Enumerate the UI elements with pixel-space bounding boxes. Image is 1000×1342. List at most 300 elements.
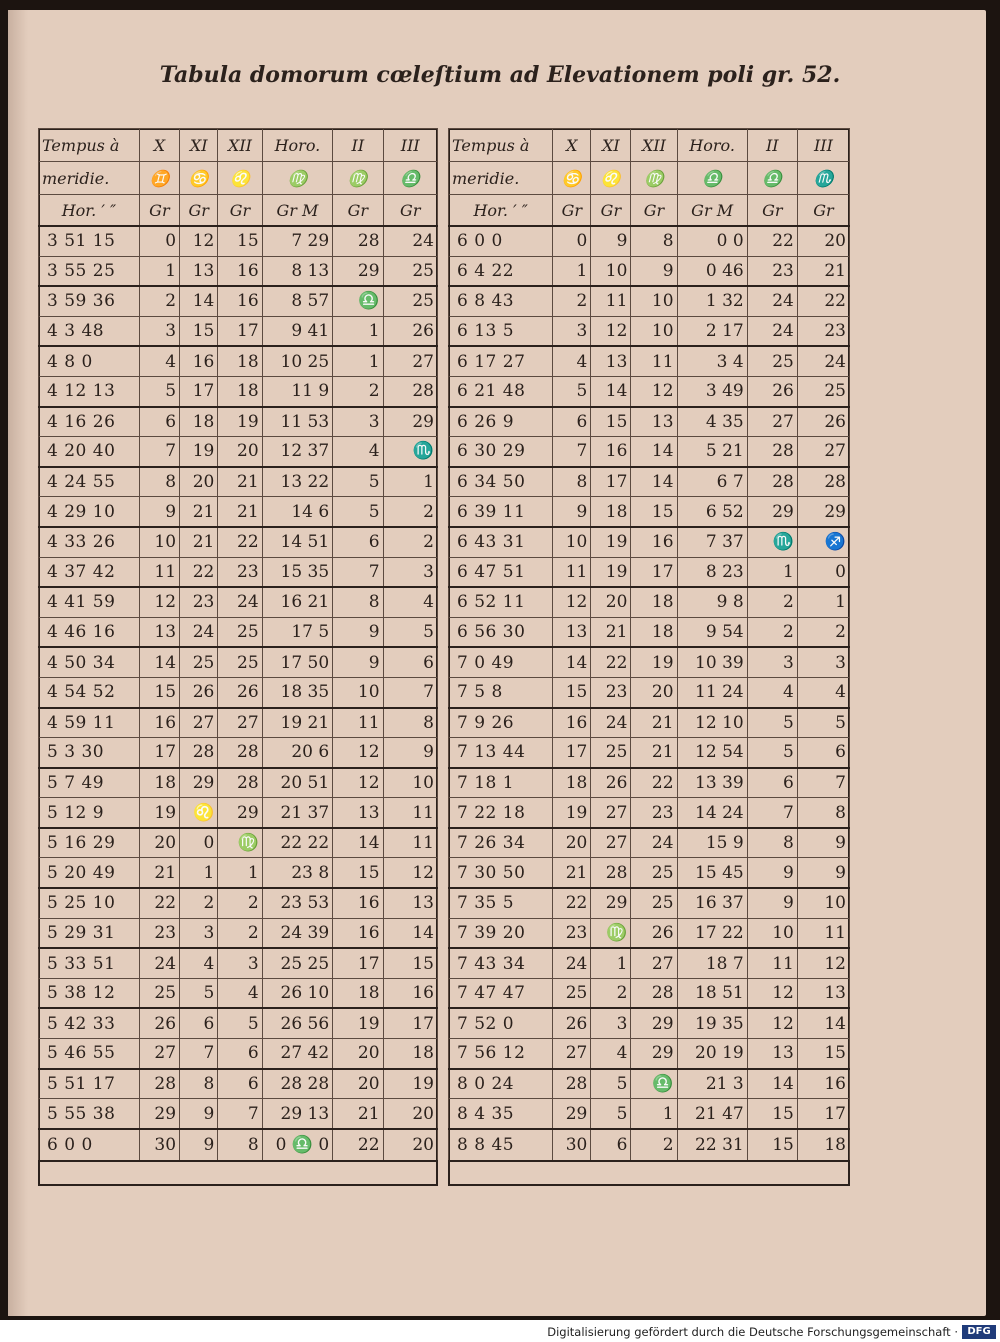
header-row-houses	[39, 129, 438, 162]
degree-cell: 28	[747, 437, 797, 467]
degree-cell: 2	[383, 497, 437, 527]
unit-label: Gr	[383, 195, 437, 227]
degree-cell: 24	[747, 286, 797, 316]
zodiac-sign-icon: ♏	[797, 162, 849, 195]
degree-cell: 26	[180, 677, 218, 707]
degree-cell: 23 8	[262, 858, 333, 888]
degree-cell: 19	[591, 557, 631, 587]
table-row	[449, 647, 850, 677]
time-cell: 7 13 44	[449, 738, 553, 768]
degree-cell: 1	[333, 316, 383, 346]
degree-cell: 29	[139, 1099, 179, 1129]
degree-cell: 9	[333, 617, 383, 647]
degree-cell: 28	[747, 467, 797, 497]
table-row	[449, 557, 850, 587]
degree-cell: 5	[383, 617, 437, 647]
time-cell: 7 52 0	[449, 1008, 553, 1038]
degree-cell: 16	[383, 978, 437, 1008]
degree-cell: 6 7	[677, 467, 747, 497]
degree-cell: 4	[180, 948, 218, 978]
degree-cell: 3	[591, 1008, 631, 1038]
degree-cell: 9	[591, 226, 631, 256]
time-cell: 4 37 42	[39, 557, 140, 587]
degree-cell: 3	[553, 316, 591, 346]
degree-cell: 14 6	[262, 497, 333, 527]
degree-cell: 4	[797, 677, 849, 707]
degree-cell: 25	[631, 888, 677, 918]
table-row	[449, 1008, 850, 1038]
degree-cell: 12	[747, 1008, 797, 1038]
degree-cell: 26	[553, 1008, 591, 1038]
degree-cell: 15	[383, 948, 437, 978]
degree-cell: 0 ♎ 0	[262, 1129, 333, 1161]
degree-cell: 25	[139, 978, 179, 1008]
degree-cell: 19 35	[677, 1008, 747, 1038]
degree-cell: 15	[797, 1039, 849, 1069]
degree-cell: 9 54	[677, 617, 747, 647]
time-cell: 8 4 35	[449, 1099, 553, 1129]
degree-cell: 2	[139, 286, 179, 316]
house-table-left	[38, 128, 438, 1162]
meridie-label: meridie.	[39, 162, 140, 195]
degree-cell: 25	[218, 647, 262, 677]
degree-cell: 7	[383, 677, 437, 707]
degree-cell: 27	[591, 798, 631, 828]
degree-cell: 17 22	[677, 918, 747, 948]
time-cell: 6 26 9	[449, 407, 553, 437]
table-row	[39, 316, 438, 346]
degree-cell: 6	[180, 1008, 218, 1038]
degree-cell: 21	[333, 1099, 383, 1129]
degree-cell: 0 46	[677, 256, 747, 286]
degree-cell: 12	[333, 738, 383, 768]
time-cell: 6 13 5	[449, 316, 553, 346]
degree-cell: 0	[553, 226, 591, 256]
degree-cell: 7 37	[677, 527, 747, 557]
degree-cell: 4	[591, 1039, 631, 1069]
degree-cell: 11	[383, 798, 437, 828]
degree-cell: 16	[218, 256, 262, 286]
degree-cell: 6	[553, 407, 591, 437]
degree-cell: 28	[591, 858, 631, 888]
table-row	[39, 286, 438, 316]
degree-cell: 5	[139, 376, 179, 406]
degree-cell: 24	[591, 708, 631, 738]
degree-cell: 21	[180, 497, 218, 527]
degree-cell: 8	[218, 1129, 262, 1161]
time-cell: 7 0 49	[449, 647, 553, 677]
degree-cell: 29	[797, 497, 849, 527]
time-cell: 5 33 51	[39, 948, 140, 978]
degree-cell: 6	[747, 768, 797, 798]
table-row	[39, 376, 438, 406]
time-cell: 7 26 34	[449, 828, 553, 858]
time-cell: 7 39 20	[449, 918, 553, 948]
degree-cell: 21 3	[677, 1069, 747, 1099]
degree-cell: 29	[591, 888, 631, 918]
degree-cell: 28	[218, 768, 262, 798]
degree-cell: 21 37	[262, 798, 333, 828]
degree-cell: 19	[218, 407, 262, 437]
degree-cell: 21	[180, 527, 218, 557]
degree-cell: 21	[591, 617, 631, 647]
time-cell: 6 52 11	[449, 587, 553, 617]
degree-cell: 17	[383, 1008, 437, 1038]
unit-label: Gr	[553, 195, 591, 227]
degree-cell: 4 35	[677, 407, 747, 437]
degree-cell: 24	[797, 346, 849, 376]
header-row-signs	[449, 162, 850, 195]
degree-cell: 24 39	[262, 918, 333, 948]
table-row	[449, 858, 850, 888]
degree-cell: ♌	[180, 798, 218, 828]
time-cell: 5 51 17	[39, 1069, 140, 1099]
degree-cell: 8 23	[677, 557, 747, 587]
degree-cell: 2 17	[677, 316, 747, 346]
table-row	[449, 346, 850, 376]
degree-cell: 12	[333, 768, 383, 798]
time-cell: 7 18 1	[449, 768, 553, 798]
degree-cell: 14	[631, 467, 677, 497]
degree-cell: 16 37	[677, 888, 747, 918]
degree-cell: 20 6	[262, 738, 333, 768]
time-cell: 7 43 34	[449, 948, 553, 978]
degree-cell: 24	[553, 948, 591, 978]
degree-cell: 10	[631, 286, 677, 316]
degree-cell: 1	[218, 858, 262, 888]
degree-cell: 4	[553, 346, 591, 376]
degree-cell: 14	[333, 828, 383, 858]
table-row	[449, 437, 850, 467]
time-cell: 7 35 5	[449, 888, 553, 918]
degree-cell: 17 5	[262, 617, 333, 647]
degree-cell: 29	[180, 768, 218, 798]
degree-cell: 18	[553, 768, 591, 798]
house-label: XI	[180, 129, 218, 162]
degree-cell: 22 31	[677, 1129, 747, 1161]
table-row	[39, 226, 438, 256]
degree-cell: 14	[747, 1069, 797, 1099]
degree-cell: 25	[383, 256, 437, 286]
degree-cell: 25	[797, 376, 849, 406]
degree-cell: 26	[139, 1008, 179, 1038]
degree-cell: 6	[218, 1039, 262, 1069]
degree-cell: 29	[553, 1099, 591, 1129]
degree-cell: 25	[591, 738, 631, 768]
degree-cell: 23	[797, 316, 849, 346]
table-row	[449, 1069, 850, 1099]
degree-cell: 3	[797, 647, 849, 677]
degree-cell: 3	[180, 918, 218, 948]
degree-cell: 3	[333, 407, 383, 437]
time-cell: 4 50 34	[39, 647, 140, 677]
degree-cell: 20 19	[677, 1039, 747, 1069]
degree-cell: 16	[218, 286, 262, 316]
degree-cell: 6	[383, 647, 437, 677]
degree-cell: 23	[218, 557, 262, 587]
degree-cell: ♍	[591, 918, 631, 948]
degree-cell: 19	[631, 647, 677, 677]
time-cell: 6 17 27	[449, 346, 553, 376]
table-row	[39, 978, 438, 1008]
time-cell: 8 8 45	[449, 1129, 553, 1161]
degree-cell: 5	[333, 497, 383, 527]
degree-cell: 16	[553, 708, 591, 738]
degree-cell: 22	[747, 226, 797, 256]
degree-cell: 20	[139, 828, 179, 858]
degree-cell: 5	[591, 1069, 631, 1099]
time-cell: 6 0 0	[449, 226, 553, 256]
degree-cell: 25	[631, 858, 677, 888]
degree-cell: 28	[180, 738, 218, 768]
house-label: Horo.	[262, 129, 333, 162]
degree-cell: 1	[333, 346, 383, 376]
degree-cell: 20	[333, 1039, 383, 1069]
unit-label: Gr	[631, 195, 677, 227]
degree-cell: 26 10	[262, 978, 333, 1008]
degree-cell: 30	[553, 1129, 591, 1161]
degree-cell: 13	[797, 978, 849, 1008]
degree-cell: 18	[591, 497, 631, 527]
table-row	[39, 346, 438, 376]
table-row	[449, 407, 850, 437]
degree-cell: 20	[218, 437, 262, 467]
degree-cell: ♏	[747, 527, 797, 557]
zodiac-sign-icon: ♋	[553, 162, 591, 195]
degree-cell: 5	[747, 738, 797, 768]
degree-cell: 14	[180, 286, 218, 316]
table-row	[39, 557, 438, 587]
degree-cell: 28	[218, 738, 262, 768]
degree-cell: 0	[797, 557, 849, 587]
degree-cell: 11	[553, 557, 591, 587]
degree-cell: 4	[333, 437, 383, 467]
degree-cell: 22	[333, 1129, 383, 1161]
house-label: III	[383, 129, 437, 162]
table-row	[449, 587, 850, 617]
degree-cell: 29	[218, 798, 262, 828]
degree-cell: 20 51	[262, 768, 333, 798]
time-cell: 6 43 31	[449, 527, 553, 557]
degree-cell: 9	[747, 858, 797, 888]
degree-cell: 13	[333, 798, 383, 828]
degree-cell: 19	[383, 1069, 437, 1099]
degree-cell: 9	[383, 738, 437, 768]
table-row	[449, 798, 850, 828]
degree-cell: 25	[218, 617, 262, 647]
time-cell: 5 20 49	[39, 858, 140, 888]
degree-cell: 19	[333, 1008, 383, 1038]
footer-credit: Digitalisierung gefördert durch die Deutsche Forschungsgemeinschaft ·	[547, 1325, 958, 1339]
table-row	[449, 316, 850, 346]
degree-cell: 21	[797, 256, 849, 286]
degree-cell: 28	[139, 1069, 179, 1099]
degree-cell: 12	[383, 858, 437, 888]
degree-cell: 15	[591, 407, 631, 437]
degree-cell: 7	[333, 557, 383, 587]
header-row-houses	[449, 129, 850, 162]
degree-cell: 0	[180, 828, 218, 858]
degree-cell: 2	[553, 286, 591, 316]
degree-cell: 13	[591, 346, 631, 376]
degree-cell: 14	[797, 1008, 849, 1038]
degree-cell: 5	[747, 708, 797, 738]
degree-cell: 10	[747, 918, 797, 948]
degree-cell: 25	[747, 346, 797, 376]
degree-cell: 24	[631, 828, 677, 858]
degree-cell: 8	[180, 1069, 218, 1099]
degree-cell: 11 9	[262, 376, 333, 406]
time-cell: 4 29 10	[39, 497, 140, 527]
degree-cell: 22	[591, 647, 631, 677]
time-cell: 3 59 36	[39, 286, 140, 316]
time-cell: 4 12 13	[39, 376, 140, 406]
house-table-right	[448, 128, 850, 1162]
table-row	[39, 1069, 438, 1099]
degree-cell: 29 13	[262, 1099, 333, 1129]
table-row	[39, 888, 438, 918]
degree-cell: 8	[139, 467, 179, 497]
degree-cell: 18	[631, 587, 677, 617]
degree-cell: 4	[383, 587, 437, 617]
time-cell: 8 0 24	[449, 1069, 553, 1099]
degree-cell: 15	[333, 858, 383, 888]
degree-cell: 29	[383, 407, 437, 437]
degree-cell: 24	[747, 316, 797, 346]
house-label: III	[797, 129, 849, 162]
degree-cell: 9 8	[677, 587, 747, 617]
time-cell: 5 7 49	[39, 768, 140, 798]
table-row	[39, 1129, 438, 1161]
degree-cell: 5 21	[677, 437, 747, 467]
time-cell: 7 9 26	[449, 708, 553, 738]
degree-cell: 3 4	[677, 346, 747, 376]
time-cell: 5 29 31	[39, 918, 140, 948]
degree-cell: 17	[591, 467, 631, 497]
table-left-half	[38, 128, 438, 1162]
degree-cell: 18	[383, 1039, 437, 1069]
degree-cell: 11	[631, 346, 677, 376]
degree-cell: 23	[180, 587, 218, 617]
table-row	[39, 738, 438, 768]
degree-cell: 0 0	[677, 226, 747, 256]
degree-cell: 14	[553, 647, 591, 677]
degree-cell: ♎	[631, 1069, 677, 1099]
degree-cell: 7	[797, 768, 849, 798]
degree-cell: 16	[180, 346, 218, 376]
degree-cell: 22	[553, 888, 591, 918]
degree-cell: 22	[631, 768, 677, 798]
degree-cell: 0	[139, 226, 179, 256]
time-cell: 5 12 9	[39, 798, 140, 828]
degree-cell: 26	[383, 316, 437, 346]
degree-cell: 11	[747, 948, 797, 978]
zodiac-sign-icon: ♋	[180, 162, 218, 195]
degree-cell: 28	[631, 978, 677, 1008]
table-row	[39, 437, 438, 467]
degree-cell: 8	[747, 828, 797, 858]
house-label: X	[139, 129, 179, 162]
degree-cell: 14	[631, 437, 677, 467]
degree-cell: 27	[631, 948, 677, 978]
table-row	[39, 647, 438, 677]
unit-label: Gr M	[677, 195, 747, 227]
degree-cell: 11	[383, 828, 437, 858]
degree-cell: 13	[747, 1039, 797, 1069]
degree-cell: 22	[180, 557, 218, 587]
degree-cell: 11	[333, 708, 383, 738]
degree-cell: 7	[747, 798, 797, 828]
unit-label: Hor. ′ ″	[39, 195, 140, 227]
degree-cell: 24	[218, 587, 262, 617]
degree-cell: 6	[333, 527, 383, 557]
degree-cell: 23	[631, 798, 677, 828]
degree-cell: 8 13	[262, 256, 333, 286]
time-cell: 5 46 55	[39, 1039, 140, 1069]
house-label: II	[747, 129, 797, 162]
degree-cell: 27	[139, 1039, 179, 1069]
degree-cell: 12	[797, 948, 849, 978]
degree-cell: 30	[139, 1129, 179, 1161]
time-cell: 4 54 52	[39, 677, 140, 707]
degree-cell: 12	[747, 978, 797, 1008]
degree-cell: 17	[333, 948, 383, 978]
degree-cell: 13	[553, 617, 591, 647]
table-row	[39, 467, 438, 497]
table-row	[39, 617, 438, 647]
degree-cell: 18 51	[677, 978, 747, 1008]
time-cell: 4 3 48	[39, 316, 140, 346]
time-cell: 4 46 16	[39, 617, 140, 647]
degree-cell: 17	[631, 557, 677, 587]
time-cell: 7 30 50	[449, 858, 553, 888]
degree-cell: 9 41	[262, 316, 333, 346]
degree-cell: ♎	[333, 286, 383, 316]
degree-cell: 22	[139, 888, 179, 918]
degree-cell: 21	[631, 738, 677, 768]
table-row	[39, 798, 438, 828]
time-cell: 5 55 38	[39, 1099, 140, 1129]
degree-cell: 24	[383, 226, 437, 256]
degree-cell: 5	[180, 978, 218, 1008]
zodiac-sign-icon: ♎	[747, 162, 797, 195]
degree-cell: 4	[747, 677, 797, 707]
degree-cell: 1	[747, 557, 797, 587]
degree-cell: 17	[218, 316, 262, 346]
degree-cell: 9	[747, 888, 797, 918]
degree-cell: 15 9	[677, 828, 747, 858]
time-cell: 6 4 22	[449, 256, 553, 286]
degree-cell: 15 35	[262, 557, 333, 587]
degree-cell: 28	[797, 467, 849, 497]
time-cell: 6 47 51	[449, 557, 553, 587]
time-cell: 7 22 18	[449, 798, 553, 828]
degree-cell: 19	[180, 437, 218, 467]
degree-cell: 8	[631, 226, 677, 256]
degree-cell: 6	[591, 1129, 631, 1161]
degree-cell: 15 45	[677, 858, 747, 888]
degree-cell: 9	[631, 256, 677, 286]
house-label: Horo.	[677, 129, 747, 162]
zodiac-sign-icon: ♍	[333, 162, 383, 195]
degree-cell: 2	[218, 888, 262, 918]
table-row	[449, 226, 850, 256]
degree-cell: 2	[747, 617, 797, 647]
degree-cell: 10	[631, 316, 677, 346]
degree-cell: 21 47	[677, 1099, 747, 1129]
degree-cell: 12	[631, 376, 677, 406]
degree-cell: 26	[218, 677, 262, 707]
